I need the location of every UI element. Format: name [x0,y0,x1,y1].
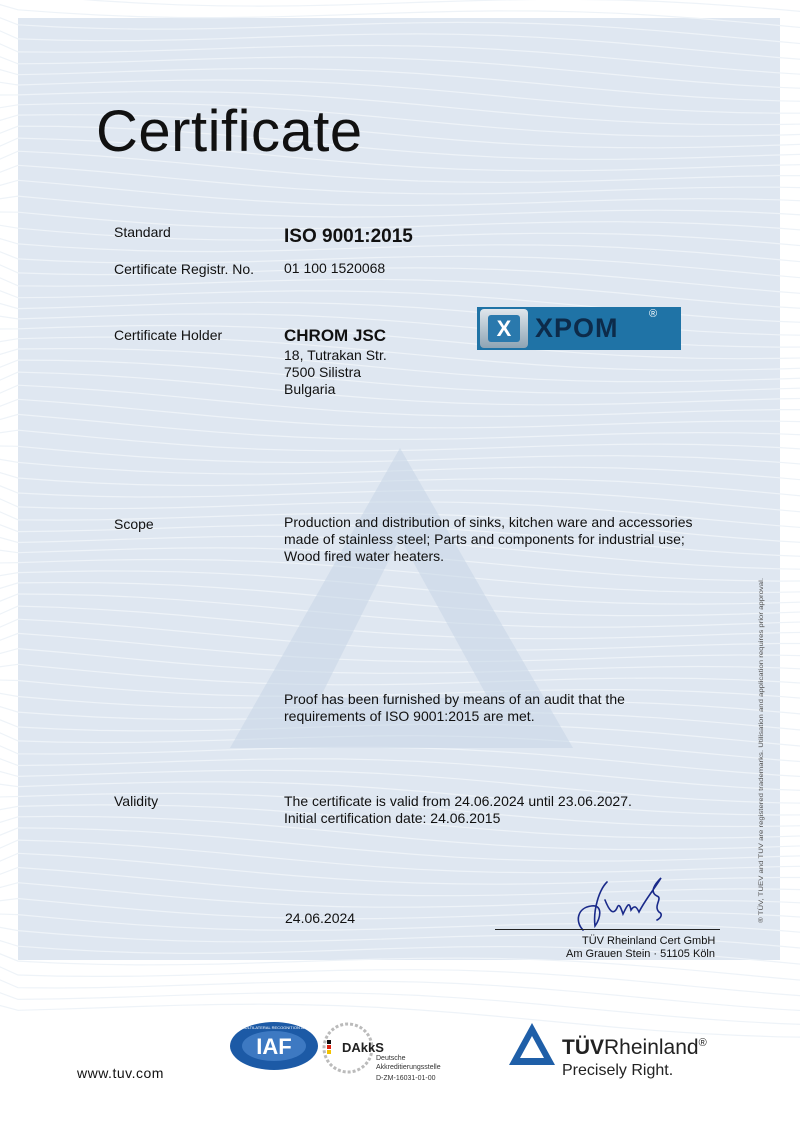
dakks-line: Deutsche [376,1055,406,1062]
wave-line [0,385,800,416]
holder-address-line: 18, Tutrakan Str. [284,347,387,363]
signature [565,870,675,936]
wave-line [0,372,800,405]
validity-line: The certificate is valid from 24.06.2024 until 23.06.2027. [284,793,632,809]
wave-line [0,840,800,873]
validity-line: Initial certification date: 24.06.2015 [284,810,501,826]
wave-line [0,899,800,919]
holder-address-line: 7500 Silistra [284,364,362,380]
wave-line [0,619,800,650]
tuv-tagline: Precisely Right. [562,1062,674,1079]
wave-line [0,571,800,604]
iaf-logo-icon [216,1020,332,1072]
holder-name: CHROM JSC [284,326,387,345]
wave-line [0,69,800,102]
issue-date: 24.06.2024 [285,910,356,926]
standard-label: Standard [114,224,171,240]
signature-line [495,929,720,930]
validity-label: Validity [114,793,159,809]
xpom-badge-icon: X [480,309,528,348]
wave-line [0,914,800,934]
standard-value: ISO 9001:2015 [284,226,413,247]
wave-line [0,1004,800,1037]
tuv-triangle-icon [508,1022,556,1066]
scope-label: Scope [114,516,154,532]
dakks-line: Akkreditierungsstelle [376,1064,441,1071]
wave-line [0,606,800,639]
registration-value: 01 100 1520068 [284,260,386,276]
holder-address-line: Bulgaria [284,381,336,397]
registered-mark: ® [649,308,658,320]
dakks-name: DAkkS [342,1040,384,1055]
website-link[interactable]: www.tuv.com [77,1065,164,1081]
svg-text:MEMBER OF MULTILATERAL RECOGNI: MEMBER OF MULTILATERAL RECOGNITION ARRANGEMENT [216,1025,332,1030]
wave-line [0,0,800,13]
svg-text:IAF: IAF [256,1034,292,1059]
svg-text:® TÜV, TUEV and TUV are regist: ® TÜV, TUEV and TUV are registered trademarks. Utilisation and application requires prior approval. [758,638,765,923]
scope-line: Production and distribution of sinks, kitchen ware and accessories [284,514,693,530]
issuer-name: TÜV Rheinland Cert GmbH [582,935,716,947]
proof-line: Proof has been furnished by means of an audit that the [284,691,625,707]
registration-label: Certificate Registr. No. [114,261,255,277]
dakks-line: D-ZM-16031-01-00 [376,1075,436,1082]
tuv-brand: TÜVRheinland® [562,1036,707,1059]
page-title: Certificate [96,99,363,164]
holder-logo-word: XPOM [535,313,619,343]
holder-label: Certificate Holder [114,327,223,343]
wave-line [0,664,800,685]
wave-line [0,4,800,29]
holder-logo [477,307,681,350]
trademark-note [753,578,767,923]
scope-line: made of stainless steel; Parts and components for industrial use; [284,531,685,547]
issuer-address: Am Grauen Stein · 51105 Köln [566,948,715,960]
scope-line: Wood fired water heaters. [284,548,445,564]
proof-line: requirements of ISO 9001:2015 are met. [284,708,535,724]
